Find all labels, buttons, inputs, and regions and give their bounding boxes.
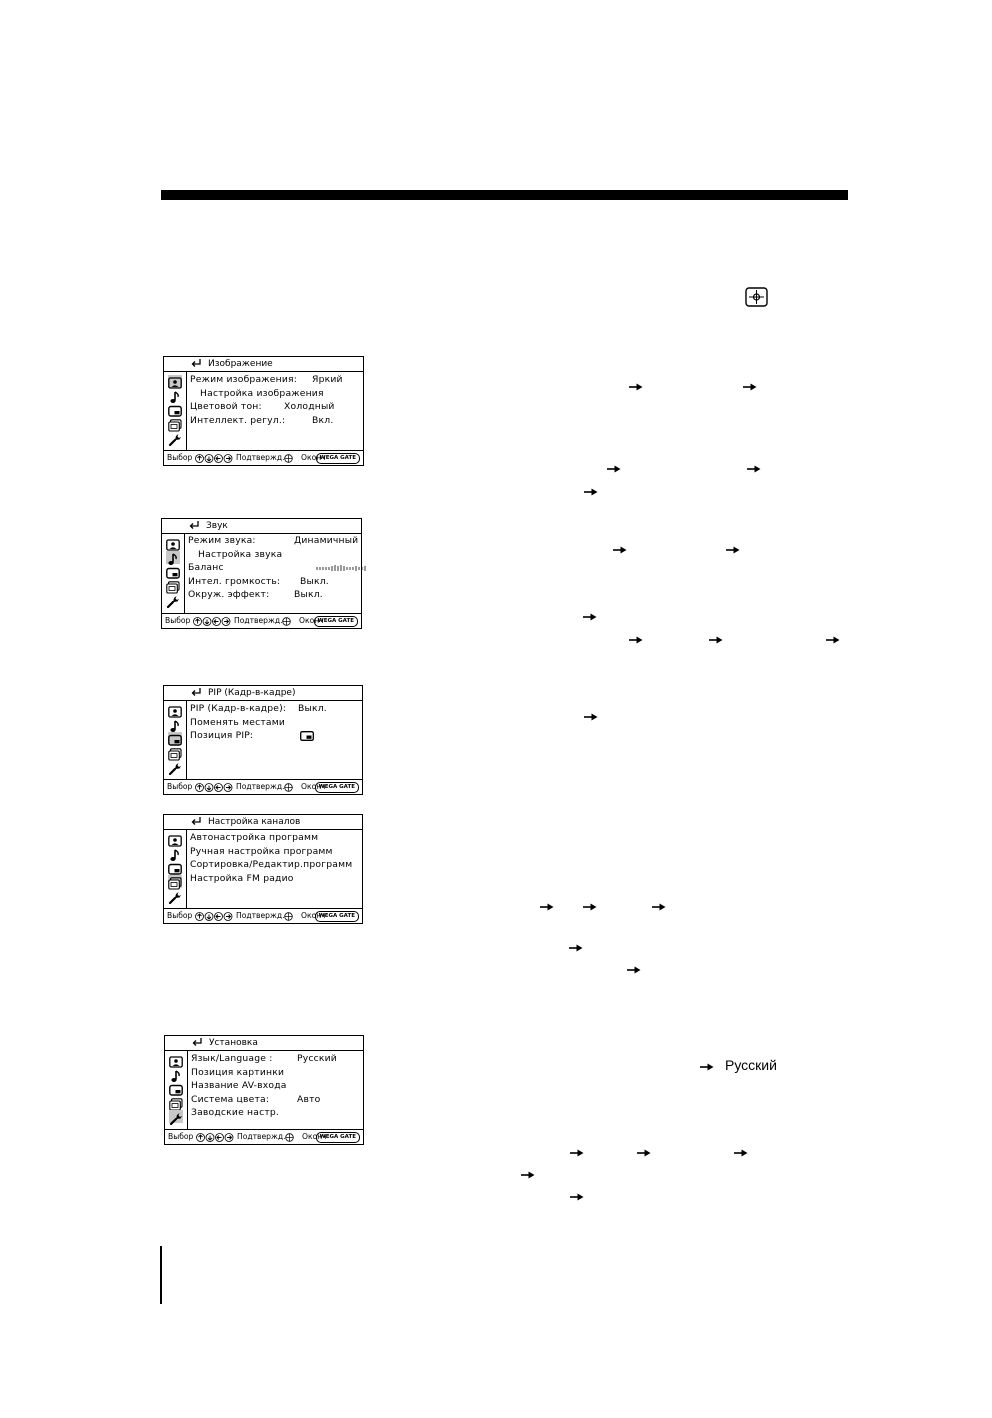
menu-item-intelligent[interactable]: Интеллект. регул.: Вкл. (190, 414, 334, 426)
menu-item-factory-reset[interactable]: Заводские настр. (191, 1107, 280, 1119)
menu-sound (161, 518, 362, 629)
right-arrow-icon (700, 1062, 714, 1072)
channel-icon[interactable] (168, 417, 182, 430)
menu-title: Установка (209, 1038, 258, 1048)
menu-title-bar (164, 357, 363, 372)
menu-title-bar (162, 519, 361, 534)
footer-confirm-label: Подтвержд. (234, 616, 283, 625)
footer-exit-label: Оконч (301, 782, 326, 791)
right-arrow-icon (743, 382, 757, 392)
menu-item-color-tone[interactable]: Цветовой тон: Холодный (190, 401, 335, 413)
menu-item-fm-radio[interactable]: Настройка FM радио (190, 872, 294, 884)
menu-icon-column (164, 372, 187, 450)
menu-title: Настройка каналов (208, 817, 301, 827)
wrench-icon[interactable] (169, 1110, 183, 1123)
navigation-arrows-icon (193, 617, 231, 626)
channel-icon[interactable] (169, 1096, 183, 1109)
footer-confirm-label: Подтвержд. (236, 911, 285, 920)
back-arrow-icon[interactable] (190, 687, 202, 698)
picture-icon[interactable] (168, 704, 182, 717)
menu-item-sound-mode[interactable]: Режим звука: Динамичный (188, 535, 359, 546)
right-arrow-icon (607, 464, 621, 474)
menu-items (191, 1052, 360, 1120)
menu-items (188, 534, 358, 602)
menu-channels (163, 814, 363, 924)
language-result: Русский (725, 1057, 777, 1073)
sound-icon[interactable] (166, 551, 180, 564)
channel-icon[interactable] (168, 875, 182, 888)
menu-item-auto-tune[interactable]: Автонастройка программ (190, 832, 319, 843)
sound-icon[interactable] (169, 1068, 183, 1081)
wega-gate-badge: WEGA GATE (315, 782, 359, 793)
wega-gate-badge: WEGA GATE (315, 911, 359, 922)
menu-item-pip-position[interactable]: Позиция PIP: (190, 729, 359, 743)
margin-rule (160, 1246, 162, 1304)
menu-footer (164, 908, 362, 923)
pip-icon[interactable] (169, 1082, 183, 1095)
right-arrow-icon (570, 1192, 584, 1202)
menu-icon-column (164, 701, 187, 779)
menu-item-surround[interactable]: Окруж. эффект: Выкл. (188, 589, 323, 601)
right-arrow-icon (569, 943, 583, 953)
header-rule (161, 190, 848, 200)
footer-select-label: Выбор (168, 1132, 194, 1141)
menu-icon-column (162, 534, 185, 613)
menu-item-picture-adjust[interactable]: Настройка изображения (200, 387, 324, 399)
menu-item-av-name[interactable]: Название AV-входа (191, 1080, 287, 1092)
channel-icon[interactable] (168, 746, 182, 759)
menu-title-bar (164, 686, 362, 701)
menu-item-sound-adjust[interactable]: Настройка звука (198, 548, 283, 560)
navigation-arrows-icon (195, 912, 233, 921)
menu-footer (164, 779, 362, 794)
picture-icon[interactable] (168, 375, 182, 388)
menu-setup (164, 1035, 364, 1145)
menu-item-color-system[interactable]: Система цвета: Авто (191, 1093, 321, 1105)
wega-gate-badge: WEGA GATE (316, 453, 360, 464)
right-arrow-icon (521, 1170, 535, 1180)
back-arrow-icon[interactable] (190, 816, 202, 827)
menu-item-picture-mode[interactable]: Режим изображения: Яркий (190, 374, 343, 385)
confirm-icon (284, 454, 293, 463)
footer-confirm-label: Подтвержд. (237, 1132, 286, 1141)
menu-pip (163, 685, 363, 795)
picture-icon[interactable] (168, 833, 182, 846)
pip-icon[interactable] (168, 403, 182, 416)
right-arrow-icon (584, 487, 598, 497)
right-arrow-icon (709, 635, 723, 645)
navigation-arrows-icon (195, 783, 233, 792)
menu-item-manual-tune[interactable]: Ручная настройка программ (190, 845, 333, 857)
menu-item-pip[interactable]: PIP (Кадр-в-кадре): Выкл. (190, 703, 327, 714)
right-arrow-icon (540, 902, 554, 912)
menu-picture (163, 356, 364, 466)
menu-items (190, 831, 359, 885)
navigation-arrows-icon (195, 454, 233, 463)
sound-icon[interactable] (168, 847, 182, 860)
right-arrow-icon (629, 635, 643, 645)
pip-icon[interactable] (168, 861, 182, 874)
navigation-arrows-icon (196, 1133, 234, 1142)
wrench-icon[interactable] (168, 889, 182, 902)
menu-item-balance[interactable]: Баланс (188, 561, 358, 575)
menu-title-bar (165, 1036, 363, 1051)
back-arrow-icon[interactable] (190, 358, 202, 369)
menu-title: PIP (Кадр-в-кадре) (208, 688, 296, 698)
footer-select-label: Выбор (167, 453, 193, 462)
menu-icon-column (164, 830, 187, 908)
picture-icon[interactable] (166, 537, 180, 550)
pip-icon[interactable] (168, 732, 182, 745)
footer-confirm-label: Подтвержд. (236, 782, 285, 791)
sound-icon[interactable] (168, 389, 182, 402)
menu-footer (164, 450, 363, 465)
right-arrow-icon (583, 902, 597, 912)
confirm-icon (282, 617, 291, 626)
right-arrow-icon (734, 1148, 748, 1158)
confirm-button-icon (745, 287, 768, 307)
sound-icon[interactable] (168, 718, 182, 731)
back-arrow-icon[interactable] (188, 520, 200, 531)
right-arrow-icon (747, 464, 761, 474)
footer-exit-label: Оконч (299, 616, 324, 625)
menu-items (190, 702, 359, 743)
right-arrow-icon (652, 902, 666, 912)
right-arrow-icon (583, 612, 597, 622)
footer-exit-label: Оконч (302, 1132, 327, 1141)
wrench-icon[interactable] (168, 760, 182, 773)
menu-footer (162, 613, 361, 628)
menu-title: Звук (206, 521, 228, 531)
menu-item-smart-volume[interactable]: Интел. громкость: Выкл. (188, 575, 329, 587)
menu-icon-column (165, 1051, 188, 1129)
right-arrow-icon (570, 1148, 584, 1158)
wega-gate-badge: WEGA GATE (314, 616, 358, 627)
right-arrow-icon (613, 545, 627, 555)
pip-position-icon[interactable] (300, 731, 314, 741)
footer-exit-label: Оконч (301, 911, 326, 920)
menu-item-language[interactable]: Язык/Language : Русский (191, 1053, 337, 1064)
menu-title-bar (164, 815, 362, 830)
menu-footer (165, 1129, 363, 1144)
channel-icon[interactable] (166, 579, 180, 592)
confirm-icon (285, 1133, 294, 1142)
confirm-icon (284, 783, 293, 792)
picture-icon[interactable] (169, 1054, 183, 1067)
footer-exit-label: Оконч (301, 453, 326, 462)
menu-item-sort-edit[interactable]: Сортировка/Редактир.программ (190, 859, 353, 871)
menu-title: Изображение (208, 359, 273, 369)
footer-select-label: Выбор (167, 782, 193, 791)
footer-select-label: Выбор (165, 616, 191, 625)
footer-confirm-label: Подтвержд. (236, 453, 285, 462)
menu-item-picture-position[interactable]: Позиция картинки (191, 1066, 285, 1078)
right-arrow-icon (637, 1148, 651, 1158)
footer-select-label: Выбор (167, 911, 193, 920)
menu-item-swap[interactable]: Поменять местами (190, 716, 286, 728)
right-arrow-icon (584, 712, 598, 722)
right-arrow-icon (629, 382, 643, 392)
menu-items (190, 373, 360, 427)
wrench-icon[interactable] (168, 431, 182, 444)
right-arrow-icon (627, 965, 641, 975)
confirm-icon (284, 912, 293, 921)
right-arrow-icon (726, 545, 740, 555)
pip-icon[interactable] (166, 565, 180, 578)
wega-gate-badge: WEGA GATE (316, 1132, 360, 1143)
wrench-icon[interactable] (166, 593, 180, 606)
right-arrow-icon (826, 635, 840, 645)
back-arrow-icon[interactable] (191, 1037, 203, 1048)
balance-scale[interactable] (316, 565, 366, 571)
